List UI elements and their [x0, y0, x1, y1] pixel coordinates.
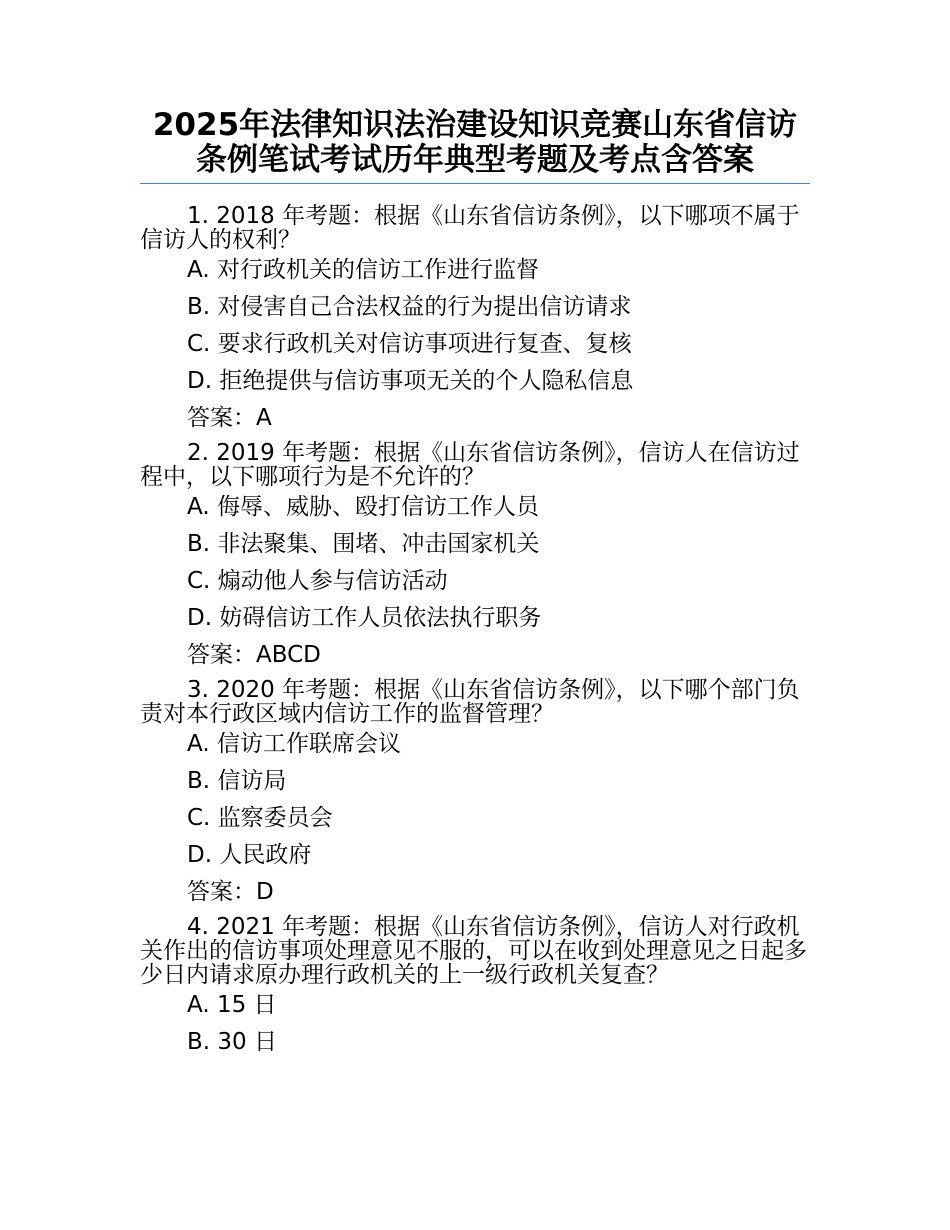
title-divider	[140, 183, 810, 184]
option-a: A. 信访工作联席会议	[187, 731, 401, 757]
question-text: 3. 2020 年考题：根据《山东省信访条例》，以下哪个部门负责对本行政区域内信访工作的监督管理？	[140, 677, 800, 727]
document-title: 2025年法律知识法治建设知识竞赛山东省信访条例笔试考试历年典型考题及考点含答案	[152, 107, 798, 179]
option-a: A. 对行政机关的信访工作进行监督	[187, 257, 539, 283]
option-c: C. 要求行政机关对信访事项进行复查、复核	[187, 331, 632, 357]
option-d: D. 拒绝提供与信访事项无关的个人隐私信息	[187, 368, 634, 394]
question-text: 2. 2019 年考题：根据《山东省信访条例》，信访人在信访过程中，以下哪项行为是不允许的？	[140, 440, 800, 490]
option-c: C. 监察委员会	[187, 805, 333, 831]
option-d: D. 人民政府	[187, 842, 312, 868]
option-b: B. 信访局	[187, 768, 287, 794]
question-item	[140, 674, 810, 911]
question-item	[140, 437, 810, 674]
question-item	[140, 911, 810, 1061]
question-text: 1. 2018 年考题：根据《山东省信访条例》，以下哪项不属于信访人的权利？	[140, 203, 800, 253]
answer-text: 答案：D	[187, 879, 274, 905]
option-a: A. 15 日	[187, 992, 277, 1018]
question-list	[140, 200, 810, 1061]
option-c: C. 煽动他人参与信访活动	[187, 568, 448, 594]
option-b: B. 对侵害自己合法权益的行为提出信访请求	[187, 294, 632, 320]
answer-text: 答案：A	[187, 405, 272, 431]
option-d: D. 妨碍信访工作人员依法执行职务	[187, 605, 542, 631]
question-item	[140, 200, 810, 437]
answer-text: 答案：ABCD	[187, 642, 321, 668]
option-a: A. 侮辱、威胁、殴打信访工作人员	[187, 494, 539, 520]
option-b: B. 30 日	[187, 1029, 277, 1055]
option-b: B. 非法聚集、围堵、冲击国家机关	[187, 531, 540, 557]
question-text: 4. 2021 年考题：根据《山东省信访条例》，信访人对行政机关作出的信访事项处理意见不服的，可以在收到处理意见之日起多少日内请求原办理行政机关的上一级行政机关复查？	[140, 914, 807, 988]
